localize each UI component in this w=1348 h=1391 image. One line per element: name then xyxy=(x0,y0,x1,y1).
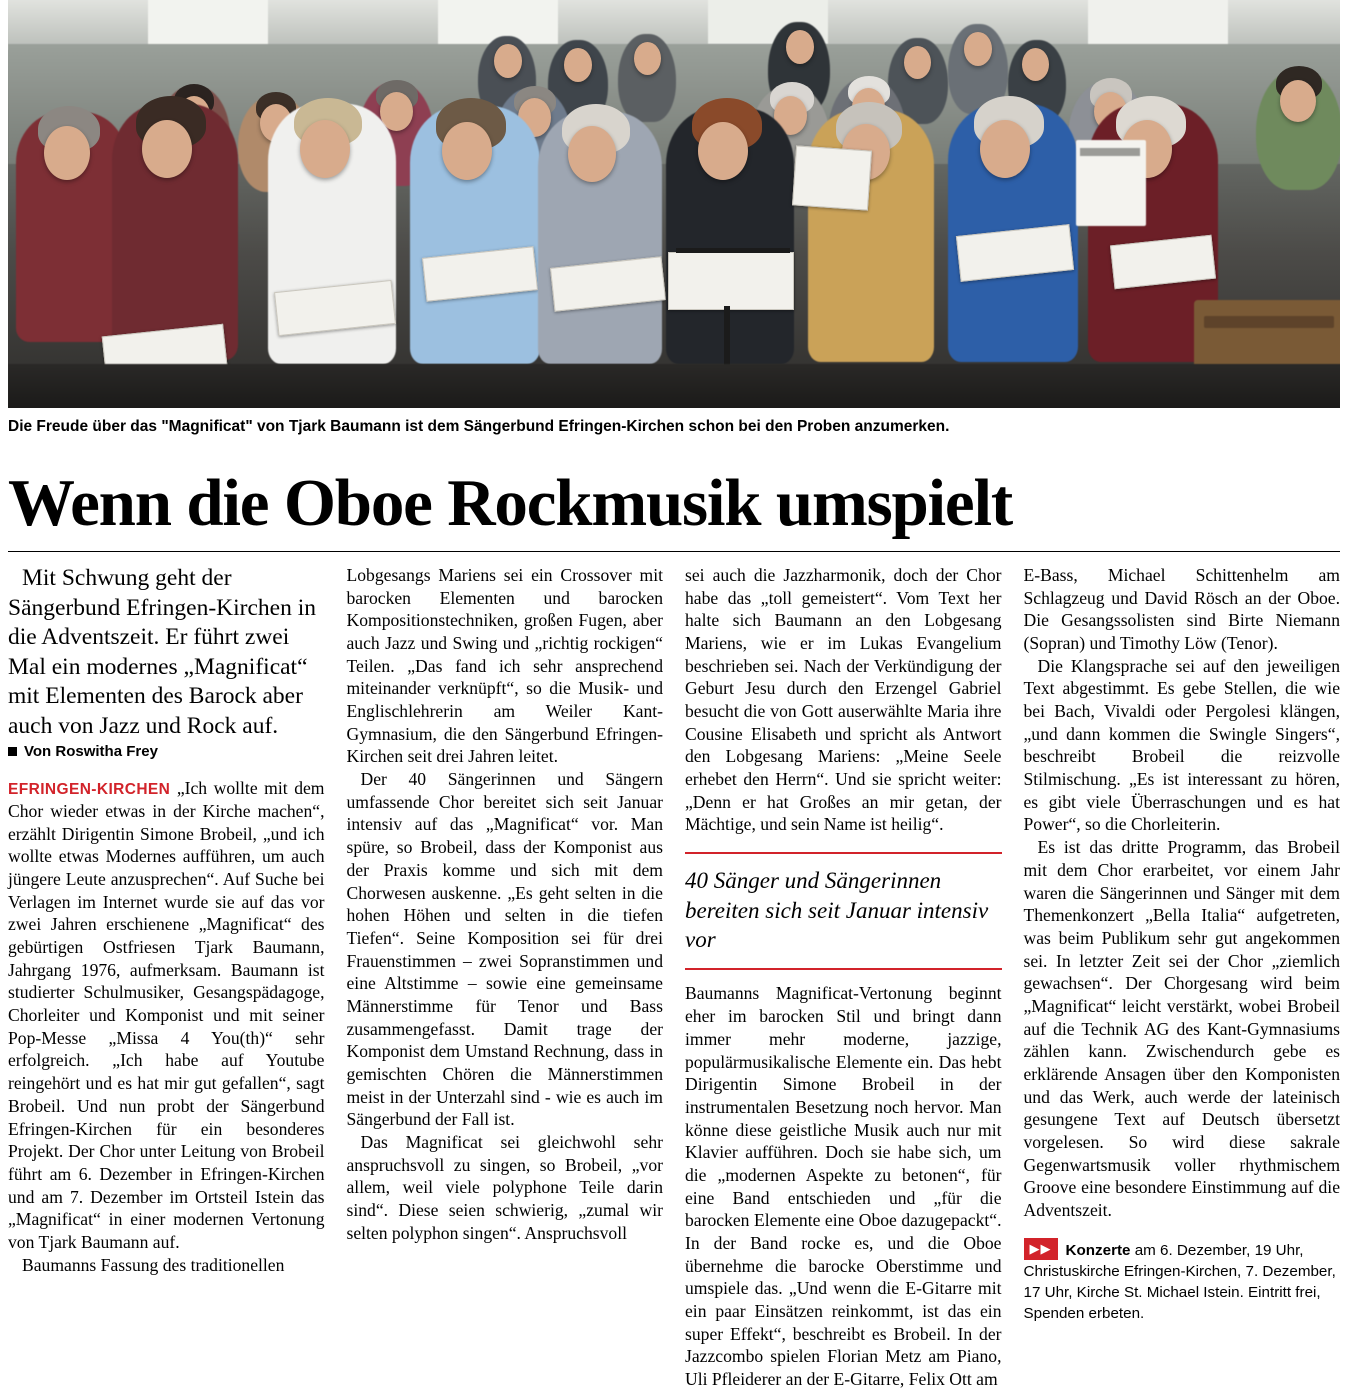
column-2 xyxy=(347,564,664,1391)
paragraph-4-2: Die Klangsprache sei auf den jeweiligen Text abgestimmt. Es gebe Stellen, die wie bei Bach, Vivaldi oder Pergolesi klängen, „und dann kommen die Swingle Singers“, beschreibt Brobeil die reizvolle Stilmischung. „Es ist interessant zu hören, es gibt viele Überraschungen und es hat Power“, so die Chorleiterin. xyxy=(1023,655,1340,835)
byline-text: Von Roswitha Frey xyxy=(24,742,158,760)
column-4 xyxy=(1024,564,1341,1391)
choir-rehearsal-photo xyxy=(8,0,1340,408)
header-divider xyxy=(8,551,1340,552)
info-box-label: Konzerte xyxy=(1065,1241,1131,1259)
column-3 xyxy=(685,564,1002,1391)
article-photo xyxy=(8,0,1340,408)
paragraph-2-1: Lobgesangs Mariens sei ein Crossover mit barocken Elementen und barocken Kompositionstechniken, großen Fugen, aber auch Jazz und Swing und „richtig rockigen“ Teilen. „Das fand ich sehr ansprechend miteinander verknüpft“, so die Musik- und Englischlehrerin am Weiler Kant-Gymnasium, die den Sängerbund Efringen-Kirchen seit drei Jahren leitet. xyxy=(346,564,663,767)
paragraph-2-3: Das Magnificat sei gleichwohl sehr anspruchsvoll zu singen, so Brobeil, „vor allem, weil viele polyphone Teile darin sind“. Diese seien schwierig, „zumal wir selten polyphon singen“. Anspruchsvoll xyxy=(346,1132,663,1243)
column-1 xyxy=(8,564,325,1391)
article-columns xyxy=(8,564,1340,1391)
paragraph-4-1: E-Bass, Michael Schittenhelm am Schlagzeug und David Rösch an der Oboe. Die Gesangssolisten sind Birte Niemann (Sopran) und Timothy Löw (Tenor). xyxy=(1023,564,1340,653)
pull-quote: 40 Sänger und Sängerinnen bereiten sich seit Januar intensiv vor xyxy=(685,852,1002,970)
page-title: Wenn die Oboe Rockmusik umspielt xyxy=(8,465,1012,540)
paragraph-1-2: Baumanns Fassung des traditionellen xyxy=(22,1254,285,1275)
paragraph-3-2: Baumanns Magnificat-Vertonung beginnt eher im barocken Stil und bringt dann immer mehr moderne, jazzige, populärmusikalische Elemente ein. Das hebt Dirigentin Simone Brobeil in der instrumentalen Besetzung noch hervor. Man könne diese geistliche Musik auch nur mit Klavier aufführen. Doch sie habe sich, um die „modernen Aspekte zu betonen“, für eine Band entschieden und „für die barocken Elemente eine Oboe dazugepackt“. In der Band rocke es, und die Oboe übernehme die barocke Oberstimme und umspiele das. „Und wenn die E-Gitarre mit ein paar Einsätzen reinkommt, ist das ein super Effekt“, beschreibt es Brobeil. In der Jazzcombo spielen Florian Metz am Piano, Uli Pfleiderer an der E-Gitarre, Felix Ott am xyxy=(685,983,1002,1390)
byline xyxy=(8,742,325,761)
paragraph-1-1 xyxy=(8,777,325,1254)
info-box xyxy=(1024,1238,1341,1325)
paragraph-2-2: Der 40 Sängerinnen und Sängern umfassende Chor bereitet sich seit Januar intensiv auf das „Magnificat“ vor. Man spüre, so Brobeil, dass der Komponist aus der Praxis komme und sich mit dem Chorwesen auskenne. „Es geht selten in die hohen Höhen und selten in die tiefen Tiefen“. Seine Komposition sei für drei Frauenstimmen – zwei Sopranstimmen und eine Altstimme – sowie eine gemeinsame Männerstimme für Tenor und Bass zusammengefasst. Damit trage der Komponist dem Umstand Rechnung, dass in gemischten Chören die Männerstimmen meist in der Unterzahl sind - wie es auch im Sängerbund der Fall ist. xyxy=(346,769,663,1130)
article-lead: Mit Schwung geht der Sängerbund Efringen-Kirchen in die Adventszeit. Er führt zwei Mal ein modernes „Magnificat“ mit Elementen des Barock aber auch von Jazz und Rock auf. xyxy=(8,564,317,739)
bullet-square-icon xyxy=(8,747,17,756)
paragraph-3-1: sei auch die Jazzharmonik, doch der Chor habe das „toll gemeistert“. Vom Text her halte sich Baumann an den Lobgesang Mariens, wie er im Lukas Evangelium beschrieben sei. Nach der Verkündigung der Geburt Jesu durch den Erzengel Gabriel besucht die von Gott auserwählte Maria ihre Cousine Elisabeth und spricht als Antwort den Lobgesang Mariens: „Meine Seele erhebet den Herrn“. Und sie spricht weiter: „Denn er hat Großes an mir getan, der Mächtige, und sein Name ist heilig“. xyxy=(685,564,1002,835)
paragraph-4-3: Es ist das dritte Programm, das Brobeil mit dem Chor erarbeitet, vor einem Jahr waren die Sängerinnen und Sänger mit dem Themenkonzert „Bella Italia“ aufgetreten, was beim Publikum sehr gut angekommen sei. In letzter Zeit sei der Chor „ziemlich gewachsen“. Der Chorgesang wird beim „Magnificat“ leicht verstärkt, wobei Brobeil auf die Technik AG des Kant-Gymnasiums zählen kann. Zwischendurch gebe es erklärende Ansagen über den Komponisten und das Werk, auch werde der lateinisch gesungene Text auf Deutsch übersetzt vorgelesen. So wird diese sakrale Gegenwartsmusik voller rhythmischem Groove eine besondere Einstimmung auf die Adventszeit. xyxy=(1023,837,1340,1221)
paragraph-1-1-text: „Ich wollte mit dem Chor wieder etwas in der Kirche machen“, erzählt Dirigentin Simone Brobeil, „und ich wollte etwas Modernes aufführen, um auch jüngere Leute anzusprechen“. Auf Suche bei Verlagen im Internet wurde sie auf das vor zwei Jahren erschienene „Magnificat“ des gebürtigen Ostfriesen Tjark Baumann, Jahrgang 1976, aufmerksam. Baumann ist studierter Schulmusiker, Gesangspädagoge, Chorleiter und Komponist und mit seiner Pop-Messe „Missa 4 You(th)“ sehr erfolgreich. „Ich habe auf Youtube reingehört und es hat mir gut gefallen“, sagt Brobeil. Und nun probt der Sängerbund Efringen-Kirchen für ein besonderes Projekt. Der Chor unter Leitung von Brobeil führt am 6. Dezember in Efringen-Kirchen und am 7. Dezember im Ortsteil Istein das „Magnificat“ in einer modernen Vertonung von Tjark Baumann auf. xyxy=(8,777,325,1252)
double-arrow-icon: ▶▶ xyxy=(1024,1238,1058,1260)
info-box-text: am 6. Dezember, 19 Uhr, Christuskirche Efringen-Kirchen, 7. Dezember, 17 Uhr, Kirche St. Michael Istein. Eintritt frei, Spenden erbeten. xyxy=(1023,1241,1336,1322)
dateline: EFRINGEN-KIRCHEN xyxy=(8,780,171,798)
photo-caption: Die Freude über das "Magnificat" von Tjark Baumann ist dem Sängerbund Efringen-Kirchen schon bei den Proben anzumerken. xyxy=(8,418,950,435)
